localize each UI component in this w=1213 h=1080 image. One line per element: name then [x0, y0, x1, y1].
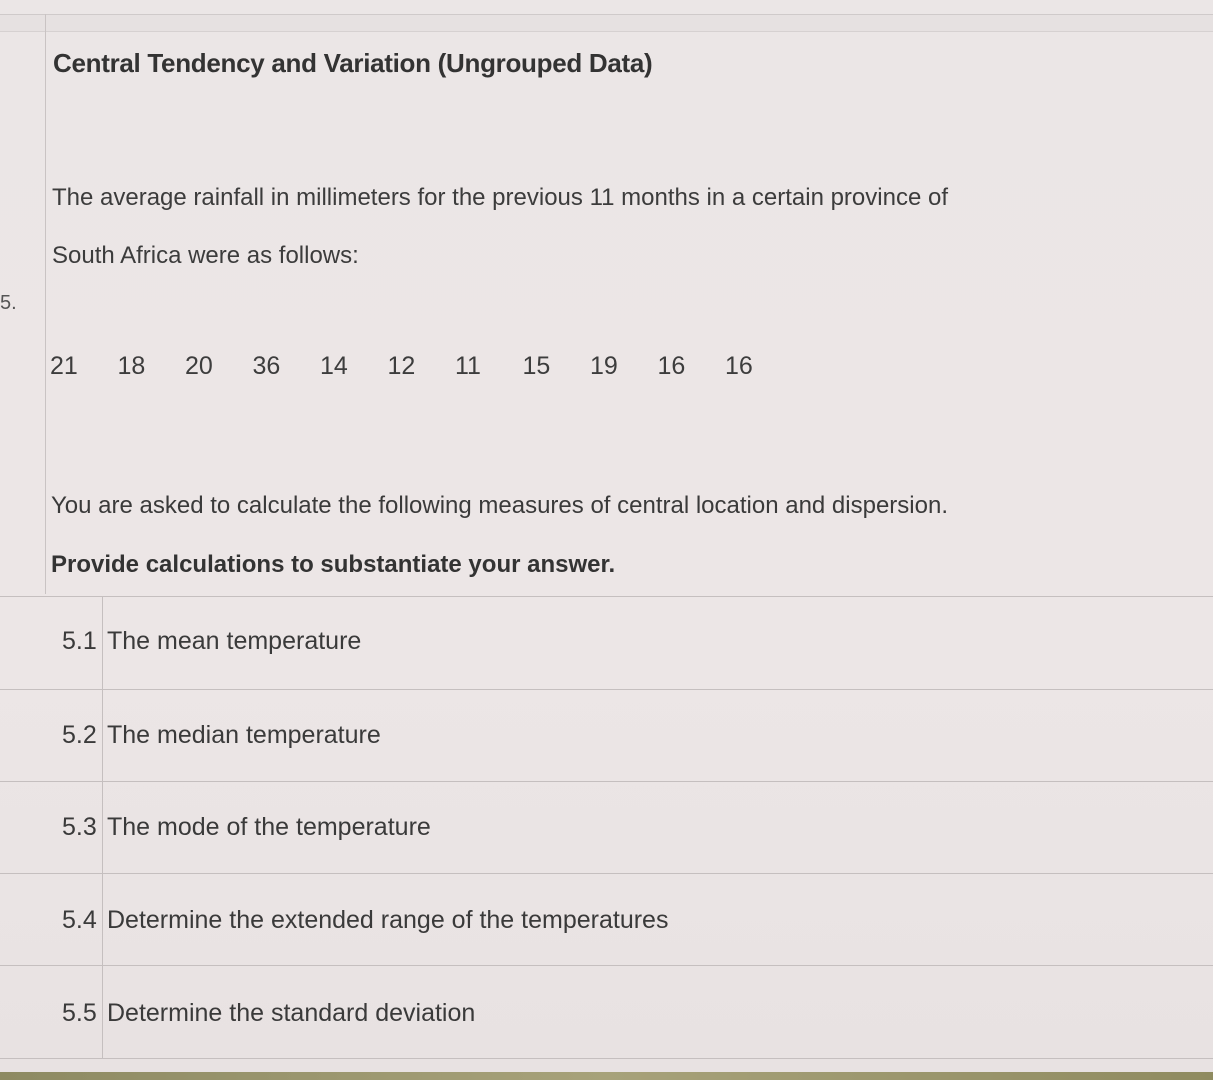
sub-question-text: The median temperature	[107, 721, 381, 749]
sub-question-row	[0, 966, 1213, 1058]
data-value: 16	[725, 352, 753, 380]
sub-question-number: 5.2	[62, 721, 97, 749]
sub-question-text: Determine the standard deviation	[107, 999, 476, 1027]
column-divider	[102, 782, 103, 873]
intro-line-1: The average rainfall in millimeters for the previous 11 months in a certain province of	[52, 184, 948, 211]
data-value: 36	[252, 352, 281, 380]
sub-question-number: 5.4	[62, 906, 97, 934]
sub-question-row	[0, 782, 1213, 873]
data-value: 20	[185, 352, 213, 380]
data-value: 21	[50, 352, 78, 380]
question-body	[45, 14, 1213, 594]
column-divider	[102, 966, 103, 1058]
column-divider	[102, 597, 103, 689]
sub-question-number: 5.5	[62, 999, 97, 1027]
sub-question-number: 5.3	[62, 813, 97, 841]
sub-question-row	[0, 597, 1213, 689]
sub-question-text: The mode of the temperature	[107, 813, 431, 841]
data-value: 18	[117, 352, 146, 380]
data-value: 15	[522, 352, 551, 380]
sub-question-text: The mean temperature	[107, 627, 362, 655]
sub-question-number: 5.1	[62, 627, 97, 655]
data-value: 16	[657, 352, 686, 380]
data-value: 11	[455, 352, 481, 380]
rainfall-data	[50, 352, 793, 381]
question-intro	[52, 169, 1102, 285]
sub-question-row	[0, 690, 1213, 781]
bottom-edge	[0, 1072, 1213, 1080]
question-number: 5.	[0, 292, 17, 314]
sub-question-row	[0, 874, 1213, 965]
sub-question-text: Determine the extended range of the temperatures	[107, 906, 669, 934]
data-value: 14	[320, 352, 348, 380]
instruction-line-2: Provide calculations to substantiate your answer.	[51, 551, 616, 578]
instructions	[51, 476, 1151, 594]
data-value: 19	[590, 352, 618, 380]
column-divider	[102, 874, 103, 965]
instruction-line-1: You are asked to calculate the following measures of central location and dispersion.	[51, 492, 948, 519]
column-divider	[102, 690, 103, 781]
intro-line-2: South Africa were as follows:	[52, 242, 359, 269]
data-value: 12	[387, 352, 416, 380]
question-title: Central Tendency and Variation (Ungrouped Data)	[53, 48, 653, 78]
row-divider	[0, 1058, 1213, 1059]
